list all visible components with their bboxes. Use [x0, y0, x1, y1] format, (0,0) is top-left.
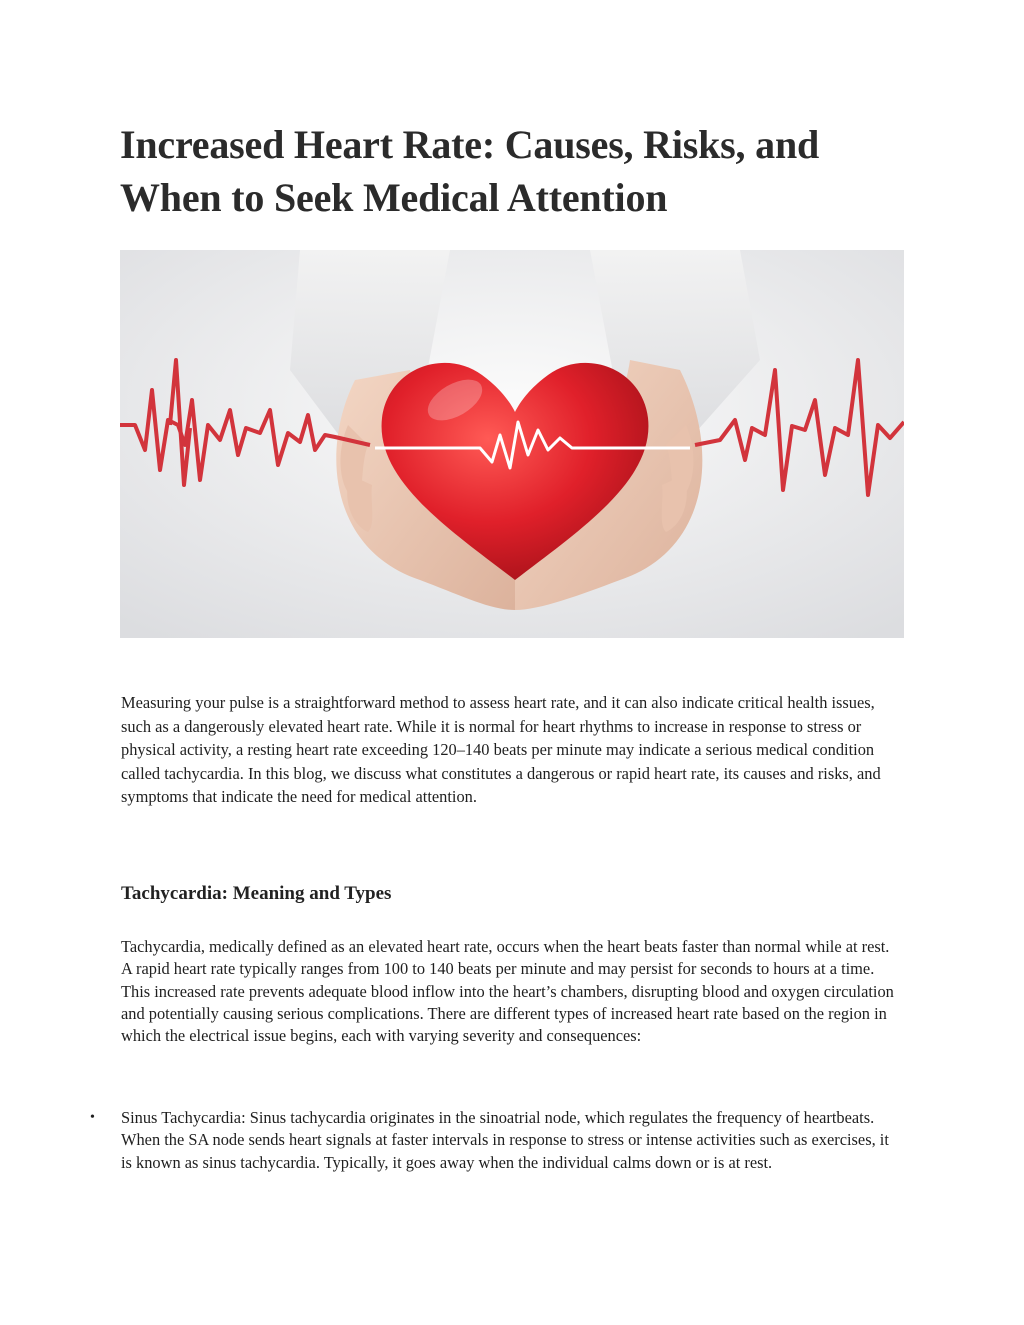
- list-item-text: Sinus Tachycardia: Sinus tachycardia originates in the sinoatrial node, which regulates the frequency of heartbeats. When the SA node sends heart signals at faster intervals in response to stress or intense activities such as exercises, it is known as sinus tachycardia. Typically, it goes away when the individual calms down or is at rest.: [121, 1108, 889, 1172]
- bullet-icon: •: [90, 1110, 95, 1125]
- page-title: Increased Heart Rate: Causes, Risks, and When to Seek Medical Attention: [120, 122, 820, 220]
- list-item: [90, 1107, 903, 1174]
- intro-paragraph: Measuring your pulse is a straightforward method to assess heart rate, and it can also indicate critical health issues, such as a dangerously elevated heart rate. While it is normal for heart rhythms to increase in response to stress or physical activity, a resting heart rate exceeding 120–140 beats per minute may indicate a serious medical condition called tachycardia. In this blog, we discuss what constitutes a dangerous or rapid heart rate, its causes and risks, and symptoms that indicate the need for medical attention.: [121, 693, 881, 806]
- section-heading: Tachycardia: Meaning and Types: [121, 883, 392, 904]
- hero-image: [120, 250, 904, 638]
- tachycardia-paragraph: Tachycardia, medically defined as an elevated heart rate, occurs when the heart beats faster than normal while at rest. A rapid heart rate typically ranges from 100 to 140 beats per minute and may persist for seconds to hours at a time. This increased rate prevents adequate blood inflow into the heart’s chambers, disrupting blood and oxygen circulation and potentially causing serious complications. There are different types of increased heart rate based on the region in which the electrical issue begins, each with varying severity and consequences:: [121, 937, 894, 1046]
- types-list: [90, 1107, 903, 1174]
